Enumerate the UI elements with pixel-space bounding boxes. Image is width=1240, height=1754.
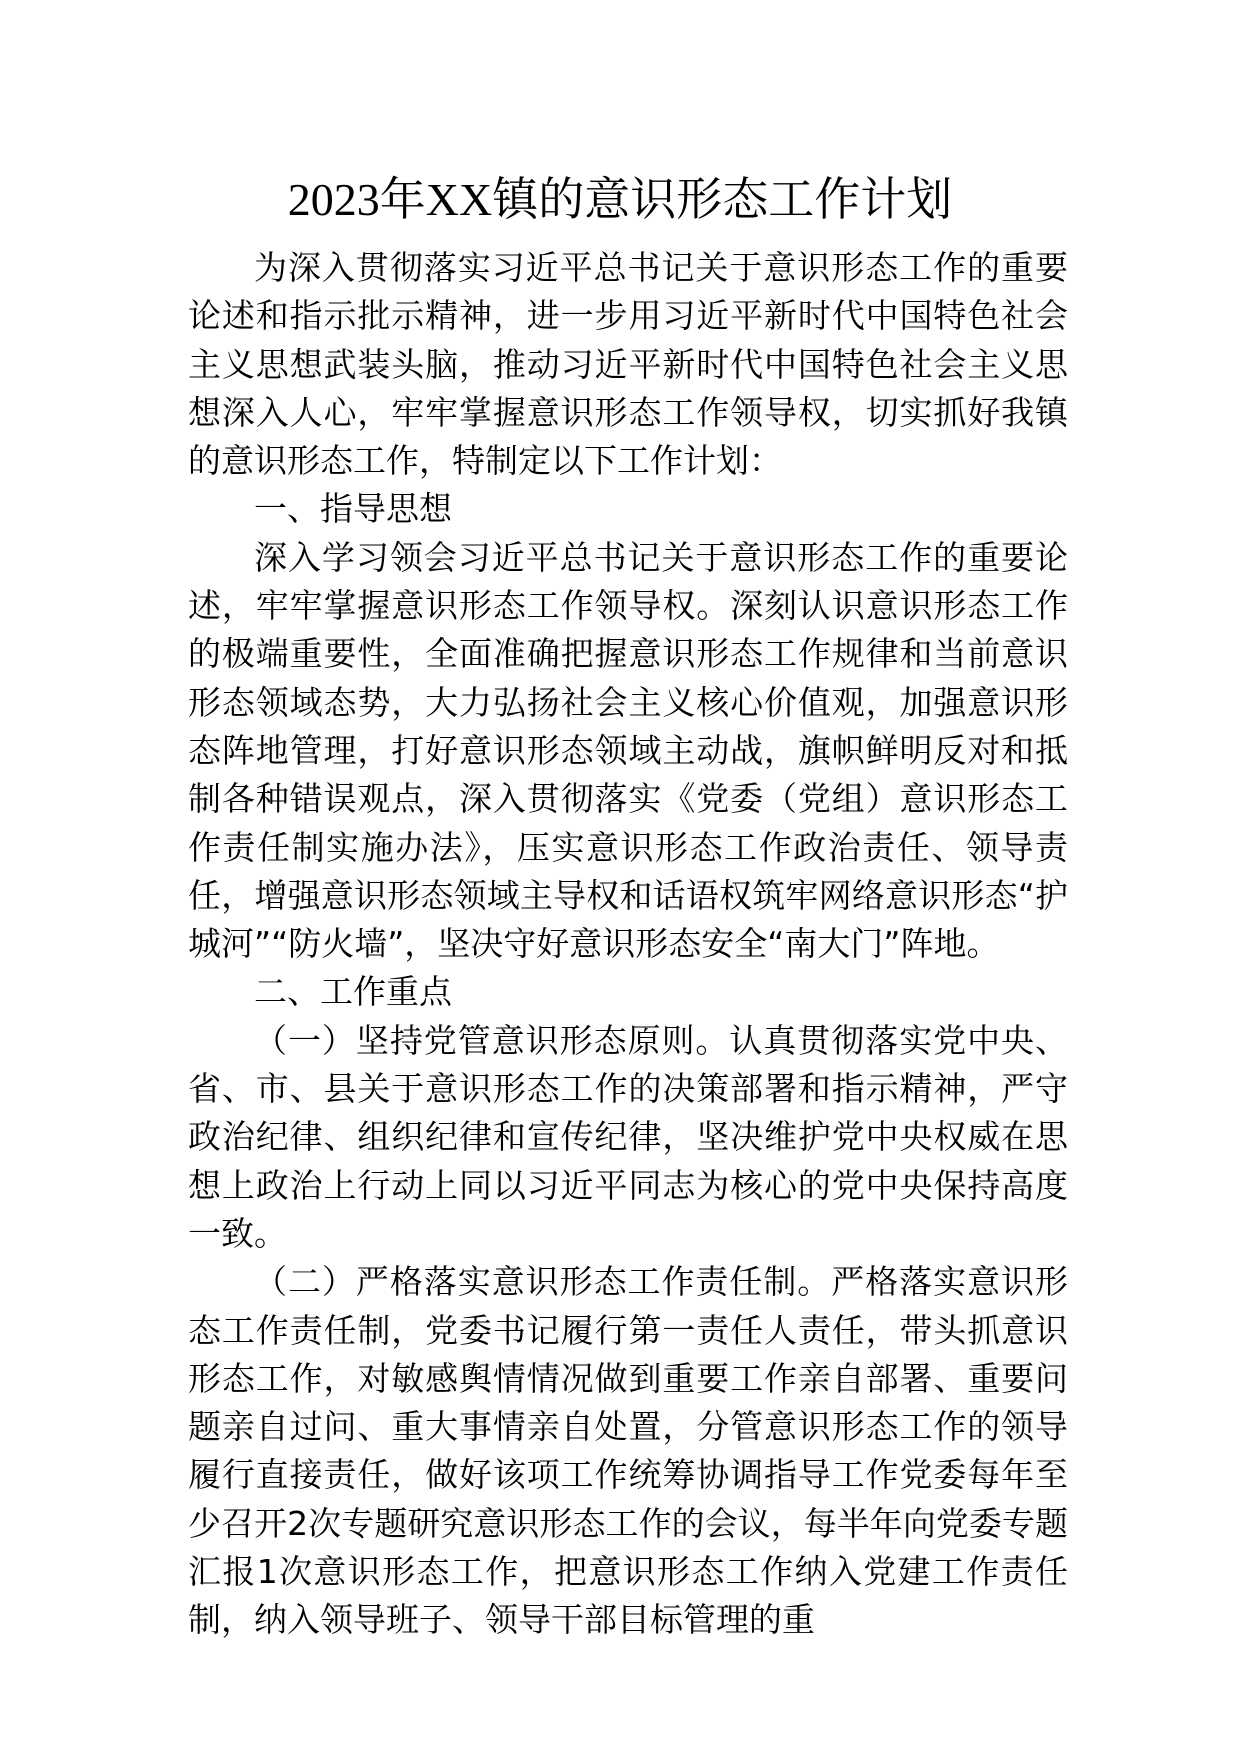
section-heading-work-focus: 二、工作重点 xyxy=(254,972,452,1012)
work-focus-item-1: （一）坚持党管意识形态原则。认真贯彻落实党中央、省、市、县关于意识形态工作的决策部署和指示精神，严守政治纪律、组织纪律和宣传纪律，坚决维护党中央权威在思想上政治上行动上同以习近平同志为核心的党中央保持高度一致。 xyxy=(188,1020,1068,1253)
document-title: 2023年XX镇的意识形态工作计划 xyxy=(287,174,953,225)
document-body xyxy=(188,244,1068,1645)
intro-paragraph: 为深入贯彻落实习近平总书记关于意识形态工作的重要论述和指示批示精神，进一步用习近平新时代中国特色社会主义思想武装头脑，推动习近平新时代中国特色社会主义思想深入人心，牢牢掌握意识形态工作领导权，切实抓好我镇的意识形态工作，特制定以下工作计划： xyxy=(188,248,1068,481)
section-heading-guiding-ideology: 一、指导思想 xyxy=(254,489,452,529)
work-focus-item-2: （二）严格落实意识形态工作责任制。严格落实意识形态工作责任制，党委书记履行第一责任人责任，带头抓意识形态工作，对敏感舆情情况做到重要工作亲自部署、重要问题亲自过问、重大事情亲自处置，分管意识形态工作的领导履行直接责任，做好该项工作统筹协调指导工作党委每年至少召开2次专题研究意识形态工作的会议，每半年向党委专题汇报1次意识形态工作，把意识形态工作纳入党建工作责任制，纳入领导班子、领导干部目标管理的重 xyxy=(188,1262,1068,1640)
guiding-ideology-paragraph: 深入学习领会习近平总书记关于意识形态工作的重要论述，牢牢掌握意识形态工作领导权。深刻认识意识形态工作的极端重要性，全面准确把握意识形态工作规律和当前意识形态领域态势，大力弘扬社会主义核心价值观，加强意识形态阵地管理，打好意识形态领域主动战，旗帜鲜明反对和抵制各种错误观点，深入贯彻落实《党委（党组）意识形态工作责任制实施办法》，压实意识形态工作政治责任、领导责任，增强意识形态领域主导权和话语权筑牢网络意识形态“护城河”“防火墙”，坚决守好意识形态安全“南大门”阵地。 xyxy=(188,537,1068,964)
